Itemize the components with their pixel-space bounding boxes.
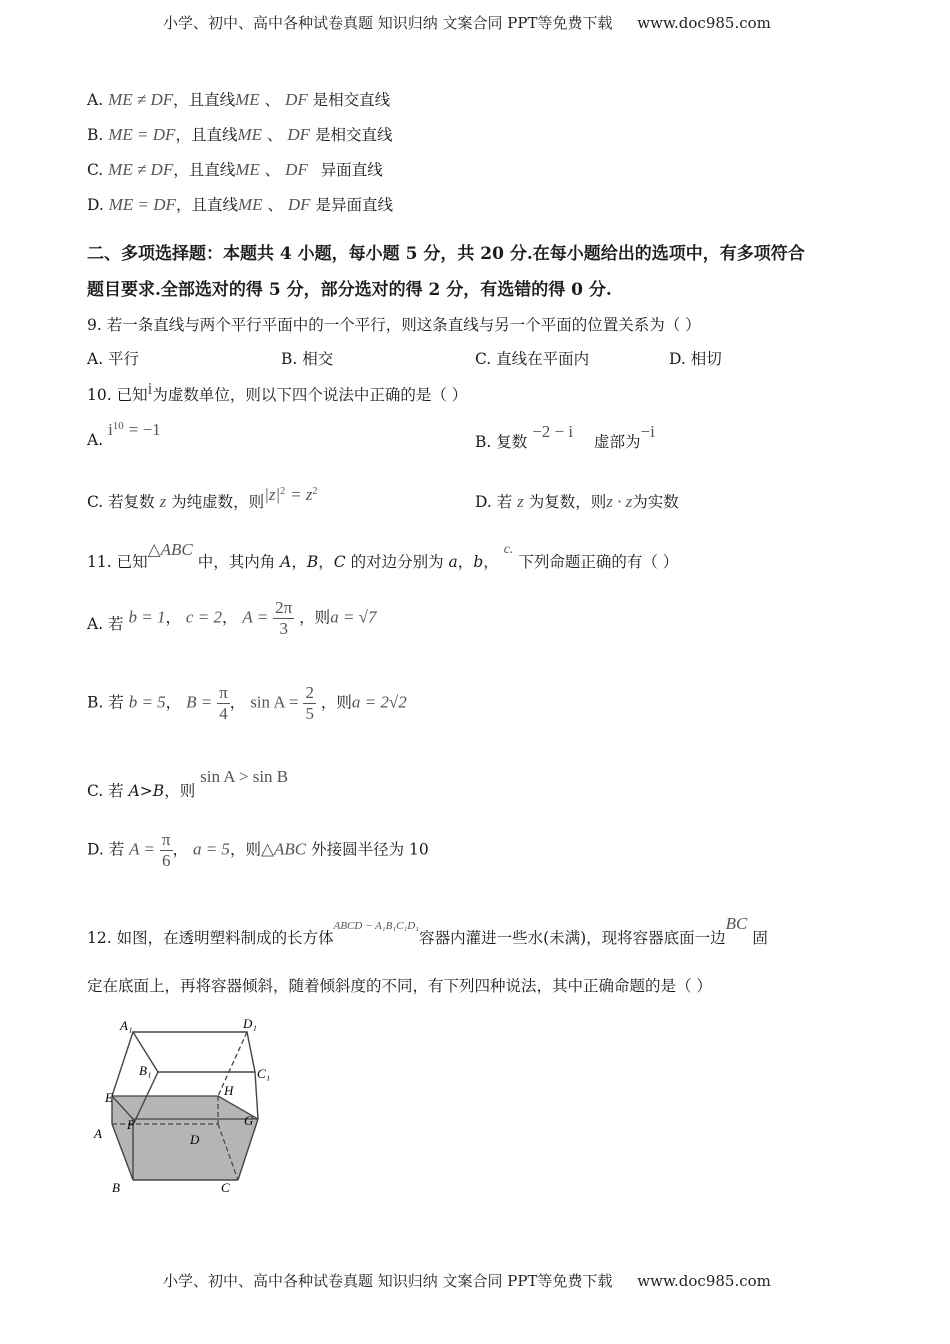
fraction-2-5: $\frac{2}{5}$ [305, 683, 314, 723]
label-d1: D₁ [243, 1016, 257, 1031]
q11-option-d[interactable]: D. 若 A = $\frac{\pi}{6}$ ， a = 5，则△ABC 外接圆半径为 10 [87, 830, 429, 870]
label-c1: C₁ [257, 1066, 271, 1081]
q10-stem: 10. 已知i为虚数单位，则以下四个说法中正确的是（ ） [87, 379, 468, 404]
q9-option-b[interactable]: B. 相交 [281, 350, 334, 368]
water-region [112, 1096, 258, 1180]
q11-option-c[interactable]: C. 若 A>B，则 sin A > sin B [87, 767, 289, 800]
footer-text [163, 1270, 771, 1291]
q9-option-a[interactable]: A. 平行 [87, 350, 140, 368]
footer-site-link[interactable]: www.doc985.com [637, 1272, 771, 1290]
q10-option-c[interactable]: C. 若复数 z 为纯虚数，则$|z|^2 = z^2$ [87, 485, 318, 511]
q8-option-c[interactable]: C. ME ≠ DF，且直线ME 、 DF 异面直线 [87, 160, 383, 179]
label-b1: B₁ [139, 1063, 152, 1078]
label-a: A [94, 1126, 102, 1141]
section2-heading-line2: 题目要求.全部选对的得 5 分，部分选对的得 2 分，有选错的得 0 分. [87, 280, 612, 300]
label-e: E [105, 1090, 113, 1105]
header-text [163, 12, 771, 33]
header-site-link[interactable]: www.doc985.com [637, 14, 771, 32]
label-g: G [244, 1113, 254, 1128]
q8-option-a[interactable]: A. ME ≠ DF，且直线ME 、 DF 是相交直线 [87, 90, 391, 109]
q11-option-b[interactable]: B. 若 b = 5， B = $\frac{\pi}{4}$ ， sin A = $\frac{2}{5}$ ，则a = 2√2 [87, 683, 407, 723]
q9-stem: 9. 若一条直线与两个平行平面中的一个平行，则这条直线与另一个平面的位置关系为（ ） [87, 316, 701, 334]
q8-option-d[interactable]: D. ME = DF，且直线ME 、 DF 是异面直线 [87, 195, 394, 214]
label-f: F [127, 1117, 135, 1132]
q10-option-d[interactable]: D. 若 z 为复数，则z · z为实数 [475, 492, 679, 511]
q12-stem-line2: 定在底面上，再将容器倾斜，随着倾斜度的不同，有下列四种说法，其中正确命题的是（ ） [87, 977, 712, 995]
q10-option-b[interactable]: B. 复数 −2 − i 虚部为−i [475, 422, 655, 451]
label-a1: A₁ [120, 1018, 133, 1033]
q10-option-a[interactable]: A. $i^{10} = -1$ [87, 420, 161, 450]
q9-option-c[interactable]: C. 直线在平面内 [475, 350, 590, 368]
q11-stem: 11. 已知△ABC 中，其内角 A，B，C 的对边分别为 a，b， c. 下列命题正确的有（ ） [87, 540, 679, 571]
fraction-pi-6: $\frac{\pi}{6}$ [161, 830, 171, 870]
q11-option-a[interactable]: A. 若 b = 1， c = 2， A = $\frac{2\pi}{3}$ ，则a = √7 [87, 598, 377, 638]
q8-option-b[interactable]: B. ME = DF，且直线ME 、 DF 是相交直线 [87, 125, 393, 144]
footer-left: 小学、初中、高中各种试卷真题 知识归纳 文案合同 PPT等免费下载 [163, 1272, 613, 1290]
label-b: B [112, 1180, 120, 1195]
cuboid-figure [90, 1012, 290, 1197]
label-h: H [224, 1083, 234, 1098]
fraction-2pi-3: $\frac{2\pi}{3}$ [275, 598, 293, 638]
label-d: D [190, 1132, 200, 1147]
fraction-pi-4: $\frac{\pi}{4}$ [219, 683, 228, 723]
label-c: C [221, 1180, 230, 1195]
section2-heading-line1: 二、多项选择题：本题共 4 小题，每小题 5 分，共 20 分.在每小题给出的选项中，有多项符合 [87, 244, 805, 264]
q12-stem-line1: 12. 如图，在透明塑料制成的长方体ABCD − A₁B₁C₁D₁容器内灌进一些水(未满)，现将容器底面一边BC 固 [87, 914, 768, 947]
q9-option-d[interactable]: D. 相切 [669, 350, 722, 368]
header-left: 小学、初中、高中各种试卷真题 知识归纳 文案合同 PPT等免费下载 [163, 14, 613, 32]
